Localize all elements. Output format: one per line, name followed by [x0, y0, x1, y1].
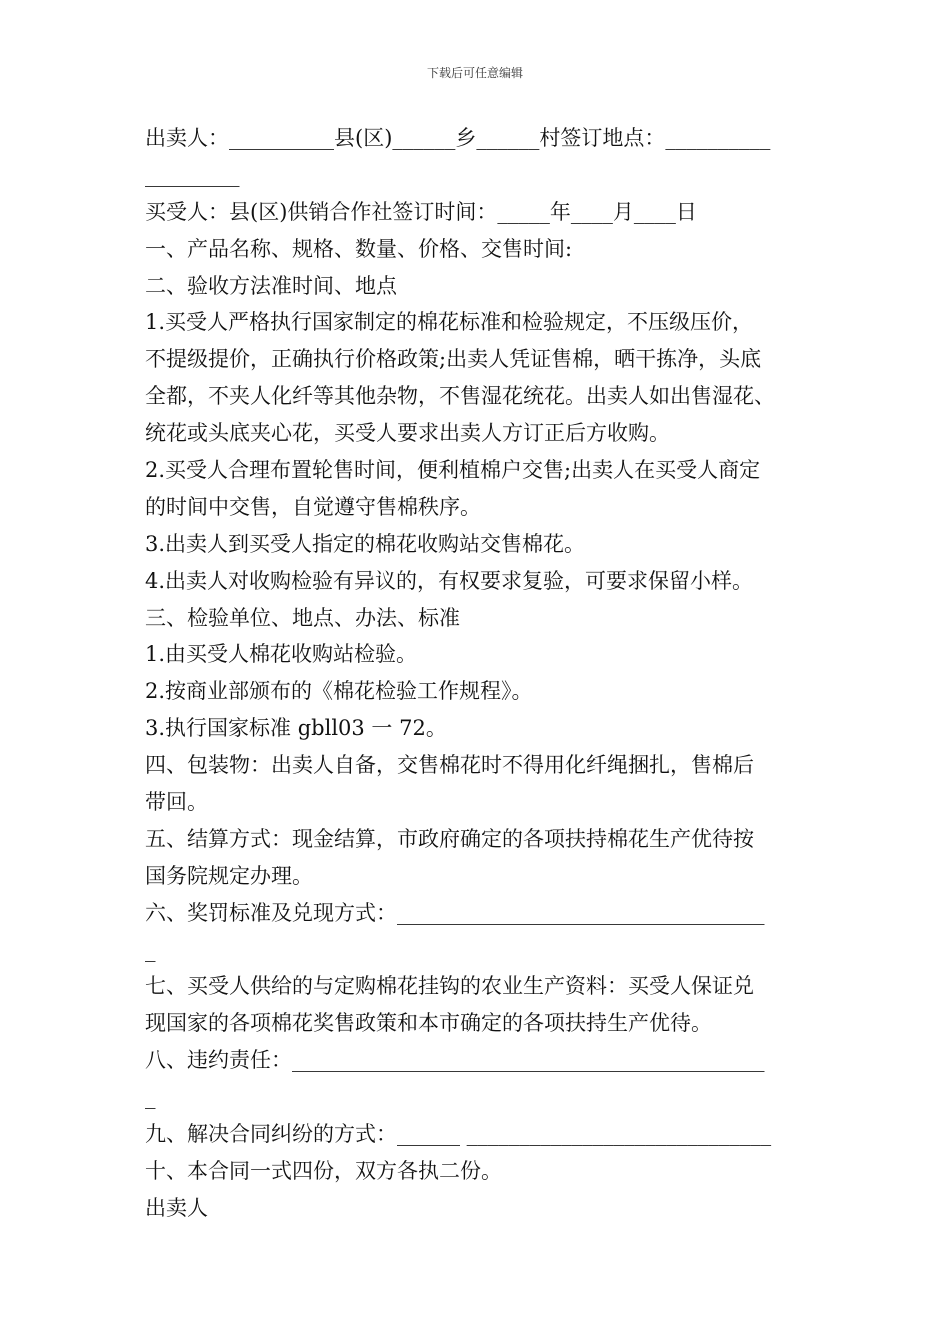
section-10: 十、本合同一式四份，双方各执二份。: [145, 1158, 502, 1183]
section-6-line-1: 六、奖罚标准及兑现方式：___________________________________: [145, 900, 765, 925]
clause-2-2-line-1: 2.买受人合理布置轮售时间，便利植棉户交售;出卖人在买受人商定: [145, 458, 761, 483]
seller-line-continued: _________: [145, 162, 240, 187]
section-1-heading: 一、产品名称、规格、数量、价格、交售时间:: [145, 236, 573, 261]
section-5-line-2: 国务院规定办理。: [145, 863, 313, 888]
section-4-line-2: 带回。: [145, 790, 208, 815]
clause-2-1-line-3: 全都，不夹人化纤等其他杂物，不售湿花统花。出卖人如出售湿花、: [145, 384, 775, 409]
section-8-line-2: _: [145, 1085, 156, 1110]
clause-2-1-line-4: 统花或头底夹心花，买受人要求出卖人方订正后方收购。: [145, 421, 670, 446]
clause-3-1: 1.由买受人棉花收购站检验。: [145, 642, 418, 667]
section-7-line-1: 七、买受人供给的与定购棉花挂钩的农业生产资料：买受人保证兑: [145, 974, 754, 999]
clause-3-3: 3.执行国家标准 gbll03 一 72。: [145, 716, 447, 741]
section-8-line-1: 八、违约责任：_____________________________________________: [145, 1048, 765, 1073]
section-6-line-2: _: [145, 937, 156, 962]
clause-3-2: 2.按商业部颁布的《棉花检验工作规程》。: [145, 679, 533, 704]
section-3-heading: 三、检验单位、地点、办法、标准: [145, 605, 460, 630]
section-2-heading: 二、验收方法准时间、地点: [145, 273, 397, 298]
section-7-line-2: 现国家的各项棉花奖售政策和本市确定的各项扶持生产优待。: [145, 1011, 712, 1036]
signature-seller: 出卖人: [145, 1195, 208, 1220]
clause-2-2-line-2: 的时间中交售，自觉遵守售棉秩序。: [145, 494, 481, 519]
section-9: 九、解决合同纠纷的方式：______ _____________________________: [145, 1122, 772, 1147]
page-header: 下载后可任意编辑: [426, 66, 523, 80]
section-5-line-1: 五、结算方式：现金结算，市政府确定的各项扶持棉花生产优待按: [145, 826, 754, 851]
clause-2-1-line-1: 1.买受人严格执行国家制定的棉花标准和检验规定，不压级压价，: [145, 310, 754, 335]
section-4-line-1: 四、包装物：出卖人自备，交售棉花时不得用化纤绳捆扎，售棉后: [145, 753, 754, 778]
buyer-line: 买受人：县(区)供销合作社签订时间：_____年____月____日: [145, 199, 697, 224]
seller-line: 出卖人：__________县(区)______乡______村签订地点：__________: [145, 126, 771, 150]
clause-2-3: 3.出卖人到买受人指定的棉花收购站交售棉花。: [145, 531, 586, 556]
clause-2-1-line-2: 不提级提价，正确执行价格政策;出卖人凭证售棉，晒干拣净，头底: [145, 347, 762, 372]
clause-2-4: 4.出卖人对收购检验有异议的，有权要求复验，可要求保留小样。: [145, 568, 754, 593]
contract-body: [145, 120, 810, 1227]
